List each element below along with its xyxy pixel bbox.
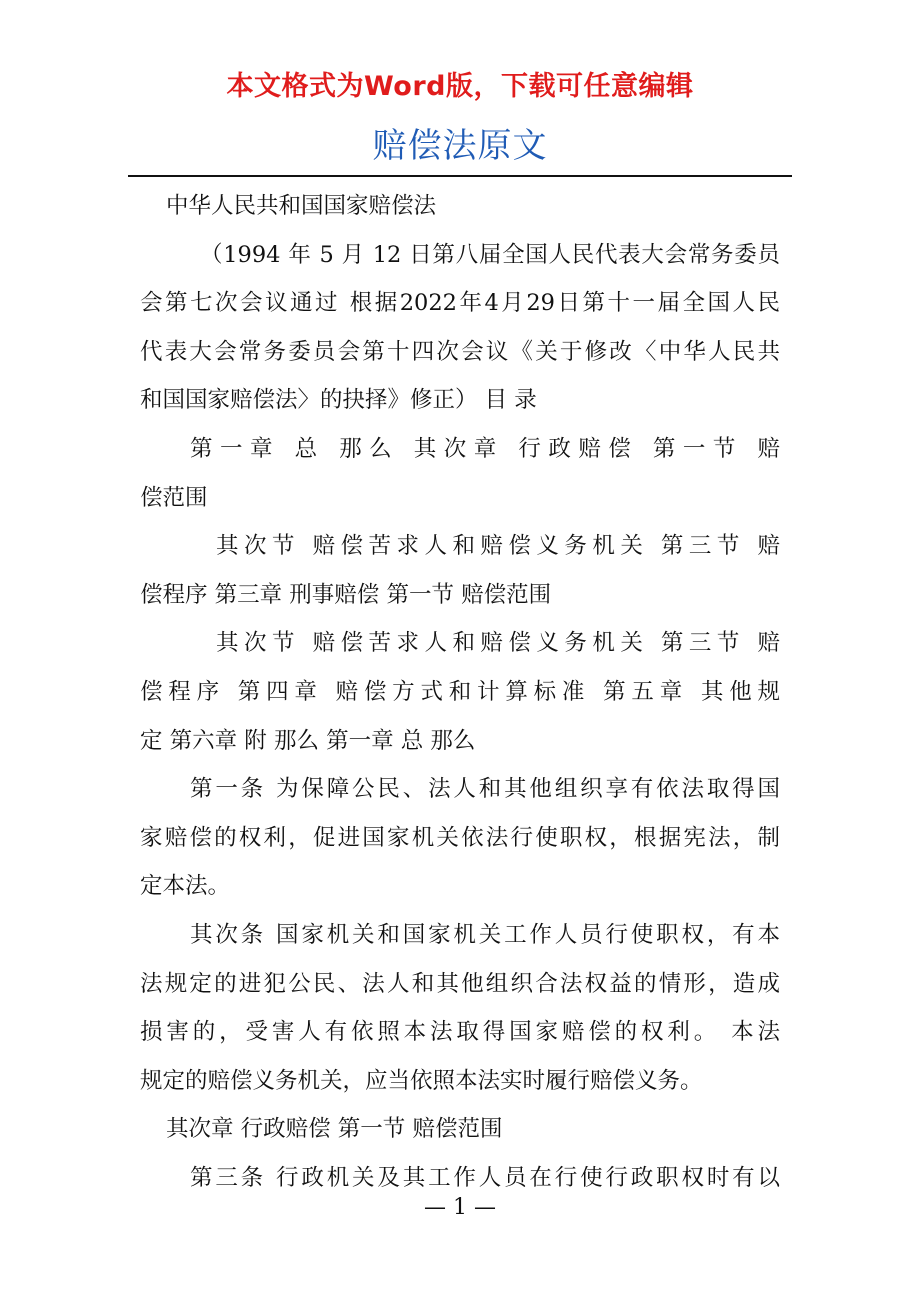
body-line: （1994 年 5 月 12 日第八届全国人民代表大会常务委员 bbox=[200, 241, 780, 268]
article-line: 定本法。 bbox=[140, 873, 231, 900]
download-banner: 本文格式为Word版，下载可任意编辑 bbox=[226, 71, 694, 102]
title-divider bbox=[128, 175, 792, 177]
toc-line: 其次节 赔偿苦求人和赔偿义务机关 第三节 赔 bbox=[216, 533, 780, 560]
toc-line: 第一章 总 那么 其次章 行政赔偿 第一节 赔 bbox=[190, 435, 780, 462]
article-line: 其次条 国家机关和国家机关工作人员行使职权，有本 bbox=[190, 921, 780, 948]
article-line: 第三条 行政机关及其工作人员在行使行政职权时有以 bbox=[190, 1164, 780, 1191]
article-line: 第一条 为保障公民、法人和其他组织享有依法取得国 bbox=[190, 776, 780, 803]
article-line: 法规定的进犯公民、法人和其他组织合法权益的情形，造成 bbox=[140, 970, 780, 997]
toc-line: 偿范围 bbox=[140, 484, 208, 511]
law-title-line: 中华人民共和国国家赔偿法 bbox=[166, 193, 437, 219]
toc-line: 偿程序 第三章 刑事赔偿 第一节 赔偿范围 bbox=[140, 581, 552, 608]
chapter-heading-line: 其次章 行政赔偿 第一节 赔偿范围 bbox=[166, 1116, 503, 1143]
article-line: 损害的，受害人有依照本法取得国家赔偿的权利。 本法 bbox=[140, 1019, 780, 1046]
page-title: 赔偿法原文 bbox=[372, 126, 548, 166]
body-line: 和国国家赔偿法〉的抉择》修正） 目 录 bbox=[140, 387, 537, 414]
document-body bbox=[140, 182, 780, 1202]
page-number: — 1 — bbox=[424, 1195, 496, 1220]
toc-line: 偿程序 第四章 赔偿方式和计算标准 第五章 其他规 bbox=[140, 678, 780, 705]
article-line: 规定的赔偿义务机关，应当依照本法实时履行赔偿义务。 bbox=[140, 1067, 703, 1094]
toc-line: 定 第六章 附 那么 第一章 总 那么 bbox=[140, 727, 476, 754]
article-line: 家赔偿的权利，促进国家机关依法行使职权，根据宪法，制 bbox=[140, 824, 780, 851]
body-line: 会第七次会议通过 根据2022年4月29日第十一届全国人民 bbox=[140, 290, 780, 317]
body-line: 代表大会常务委员会第十四次会议《关于修改〈中华人民共 bbox=[140, 338, 780, 365]
toc-line: 其次节 赔偿苦求人和赔偿义务机关 第三节 赔 bbox=[216, 630, 780, 657]
